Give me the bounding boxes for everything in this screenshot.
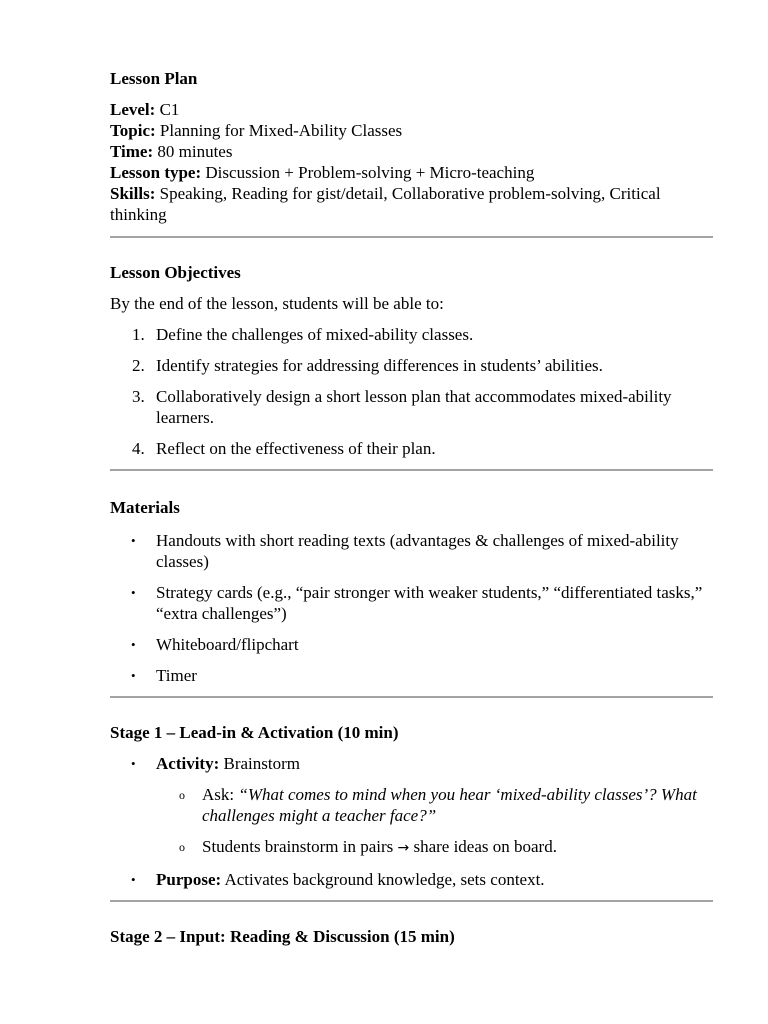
list-number: 4. bbox=[132, 439, 145, 458]
bullet-icon: • bbox=[131, 872, 136, 887]
bullet-icon: • bbox=[131, 533, 136, 548]
time-value: 80 minutes bbox=[153, 142, 233, 161]
divider bbox=[110, 900, 713, 902]
divider bbox=[110, 236, 713, 238]
level-label: Level: bbox=[110, 100, 156, 119]
document-page bbox=[110, 68, 713, 947]
right-arrow-icon: → bbox=[397, 840, 410, 856]
divider bbox=[110, 469, 713, 471]
lesson-type-value: Discussion + Problem-solving + Micro-teaching bbox=[201, 163, 535, 182]
circle-bullet-icon: o bbox=[179, 840, 185, 854]
list-item bbox=[110, 355, 713, 376]
purpose-label: Purpose: bbox=[156, 870, 222, 889]
bullet-icon: • bbox=[131, 668, 136, 683]
list-item-text: Collaboratively design a short lesson plan that accommodates mixed-ability learners. bbox=[156, 387, 672, 427]
document-title: Lesson Plan bbox=[110, 69, 198, 88]
stage1-heading: Stage 1 – Lead-in & Activation (10 min) bbox=[110, 723, 399, 742]
list-item-text: Whiteboard/flipchart bbox=[156, 635, 299, 654]
purpose-value: Activates background knowledge, sets context. bbox=[221, 870, 545, 889]
list-item bbox=[156, 784, 713, 826]
list-item bbox=[110, 386, 713, 428]
bullet-icon: • bbox=[131, 585, 136, 600]
skills-value: Speaking, Reading for gist/detail, Collaborative problem-solving, Critical thinking bbox=[110, 184, 661, 224]
objectives-heading: Lesson Objectives bbox=[110, 263, 241, 282]
ask-prefix: Ask: bbox=[202, 785, 239, 804]
list-item-text: Timer bbox=[156, 666, 197, 685]
time-line bbox=[110, 141, 713, 162]
ask-question: “What comes to mind when you hear ‘mixed-ability classes’? What challenges might a teacher face?” bbox=[202, 785, 697, 825]
list-item bbox=[110, 869, 713, 890]
bullet-icon: • bbox=[131, 756, 136, 771]
activity-label: Activity: bbox=[156, 754, 220, 773]
materials-heading: Materials bbox=[110, 498, 180, 517]
list-item bbox=[110, 324, 713, 345]
stage1-list bbox=[110, 753, 713, 890]
list-item-text: Identify strategies for addressing differences in students’ abilities. bbox=[156, 356, 603, 375]
list-number: 1. bbox=[132, 325, 145, 344]
circle-bullet-icon: o bbox=[179, 788, 185, 802]
lesson-type-line bbox=[110, 162, 713, 183]
divider bbox=[110, 696, 713, 698]
stage2-heading: Stage 2 – Input: Reading & Discussion (15 min) bbox=[110, 927, 455, 946]
pairs-text-end: share ideas on board. bbox=[409, 837, 557, 856]
list-item-text: Define the challenges of mixed-ability classes. bbox=[156, 325, 474, 344]
pairs-text: Students brainstorm in pairs bbox=[202, 837, 398, 856]
time-label: Time: bbox=[110, 142, 154, 161]
skills-line bbox=[110, 183, 713, 225]
topic-label: Topic: bbox=[110, 121, 156, 140]
list-item bbox=[110, 582, 713, 624]
topic-line bbox=[110, 120, 713, 141]
activity-sublist bbox=[156, 784, 713, 859]
list-number: 3. bbox=[132, 387, 145, 406]
activity-value: Brainstorm bbox=[219, 754, 301, 773]
list-item bbox=[110, 753, 713, 859]
list-item bbox=[110, 665, 713, 686]
objectives-list bbox=[110, 324, 713, 459]
list-item-text: Strategy cards (e.g., “pair stronger with weaker students,” “differentiated tasks,” “extra challenges”) bbox=[156, 583, 703, 623]
level-value: C1 bbox=[155, 100, 180, 119]
list-item bbox=[110, 634, 713, 655]
list-item-text: Handouts with short reading texts (advantages & challenges of mixed-ability classes) bbox=[156, 531, 679, 571]
list-item bbox=[110, 530, 713, 572]
bullet-icon: • bbox=[131, 637, 136, 652]
objectives-intro: By the end of the lesson, students will be able to: bbox=[110, 294, 444, 313]
level-line bbox=[110, 99, 713, 120]
list-number: 2. bbox=[132, 356, 145, 375]
list-item bbox=[156, 836, 713, 859]
lesson-type-label: Lesson type: bbox=[110, 163, 202, 182]
list-item bbox=[110, 438, 713, 459]
skills-label: Skills: bbox=[110, 184, 156, 203]
materials-list bbox=[110, 530, 713, 686]
topic-value: Planning for Mixed-Ability Classes bbox=[155, 121, 403, 140]
list-item-text: Reflect on the effectiveness of their plan. bbox=[156, 439, 436, 458]
